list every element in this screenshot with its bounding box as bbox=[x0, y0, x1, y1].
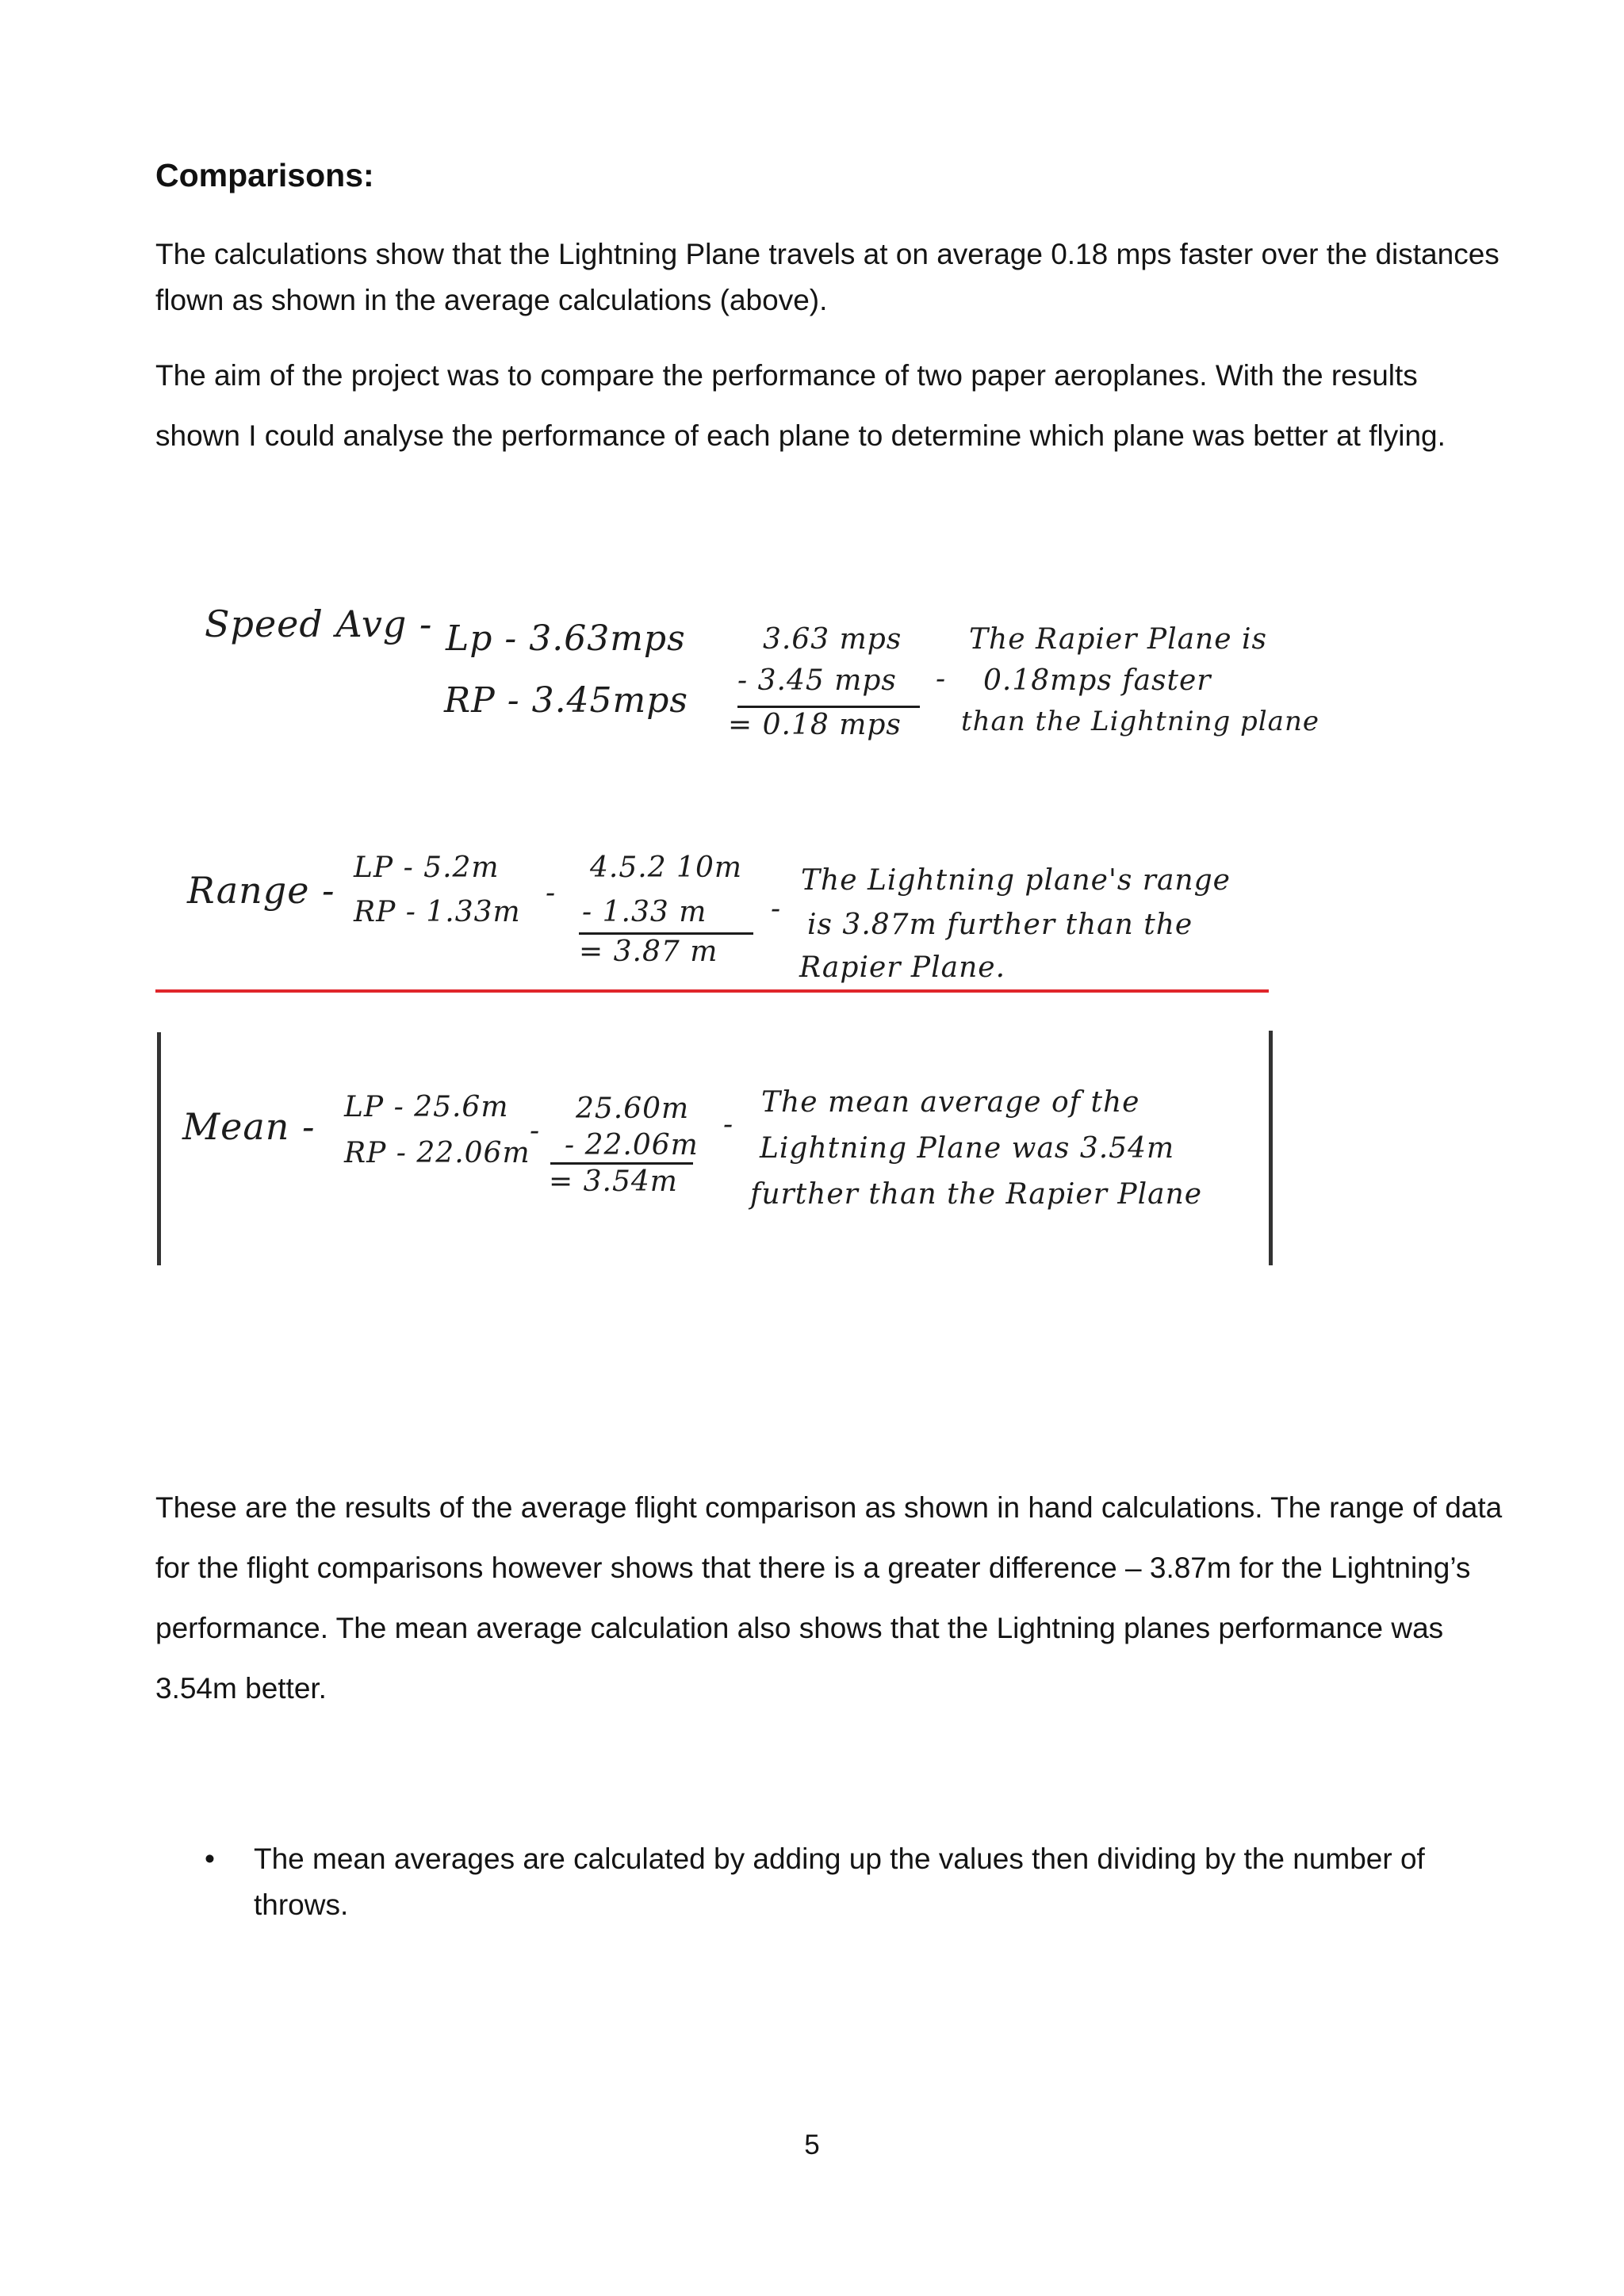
paragraph-project-aim: The aim of the project was to compare the performance of two paper aeroplanes. With the results shown I could analyse the performance of each plane to determine which plane was better at flying. bbox=[155, 359, 1446, 452]
hw-mean-calc-result: = 3.54m bbox=[549, 1165, 678, 1198]
hw-speed-note-line2: 0.18mps faster bbox=[983, 664, 1212, 697]
hw-speed-calc-minus: - 3.45 mps bbox=[737, 664, 897, 697]
section-heading: Comparisons: bbox=[155, 157, 374, 193]
hw-mean-note-line1: The mean average of the bbox=[761, 1086, 1140, 1119]
hw-speed-underline bbox=[737, 706, 920, 708]
hw-range-calc-top: 4.5.2 10m bbox=[590, 851, 742, 884]
bullet-icon: • bbox=[205, 1843, 215, 1875]
hw-range-dash: - bbox=[546, 877, 557, 909]
hw-speed-label: Speed Avg - bbox=[205, 603, 433, 645]
hw-mean-underline bbox=[550, 1162, 693, 1165]
paragraph-results-summary: These are the results of the average flight comparison as shown in hand calculations. The range of data for the flight comparisons however shows that there is a greater difference – 3.87m for the Lightning’s performance. The mean average calculation also shows that the Lightning planes performance was 3.54m better. bbox=[155, 1491, 1503, 1705]
hw-speed-rp: RP - 3.45mps bbox=[444, 680, 689, 721]
paragraph-speed-summary: The calculations show that the Lightning Plane travels at on average 0.18 mps faster over the distances flown as shown in the average calculations (above). bbox=[155, 238, 1500, 316]
hw-range-lp: LP - 5.2m bbox=[354, 851, 500, 884]
hw-speed-calc-result: = 0.18 mps bbox=[728, 709, 902, 741]
bullet-list bbox=[155, 1836, 1488, 1928]
hw-speed-lp: Lp - 3.63mps bbox=[446, 618, 686, 659]
hw-mean-label: Mean - bbox=[182, 1105, 316, 1148]
hw-speed-note-line1: The Rapier Plane is bbox=[969, 623, 1267, 656]
hw-speed-dash: - bbox=[936, 663, 947, 695]
hw-mean-lp: LP - 25.6m bbox=[344, 1091, 509, 1123]
hw-speed-calc-top: 3.63 mps bbox=[763, 623, 902, 656]
red-divider-line bbox=[155, 989, 1269, 993]
hw-range-note-line1: The Lightning plane's range bbox=[801, 864, 1231, 897]
hw-mean-dash: - bbox=[530, 1115, 541, 1147]
right-border-bar bbox=[1269, 1031, 1273, 1265]
hw-range-underline bbox=[579, 932, 753, 935]
hw-mean-note-line2: Lightning Plane was 3.54m bbox=[760, 1132, 1175, 1165]
left-border-bar bbox=[157, 1032, 161, 1265]
bullet-text: The mean averages are calculated by adding up the values then dividing by the number of throws. bbox=[254, 1843, 1425, 1921]
hw-range-rp: RP - 1.33m bbox=[354, 896, 521, 928]
hw-mean-calc-minus: - 22.06m bbox=[565, 1129, 699, 1161]
hw-mean-rp: RP - 22.06m bbox=[344, 1137, 530, 1169]
hw-range-label: Range - bbox=[187, 869, 335, 912]
bullet-item bbox=[155, 1836, 1488, 1928]
hw-range-note-line2: is 3.87m further than the bbox=[807, 909, 1193, 941]
hw-range-calc-minus: - 1.33 m bbox=[582, 896, 707, 928]
hw-range-dash2: - bbox=[771, 893, 782, 925]
hw-range-calc-result: = 3.87 m bbox=[579, 936, 718, 968]
page-number: 5 bbox=[804, 2130, 820, 2160]
hw-mean-dash2: - bbox=[723, 1108, 734, 1141]
hw-speed-note-line3: than the Lightning plane bbox=[961, 706, 1320, 737]
hw-range-note-line3: Rapier Plane. bbox=[799, 951, 1006, 984]
hw-mean-calc-top: 25.60m bbox=[576, 1093, 690, 1125]
hw-mean-note-line3: further than the Rapier Plane bbox=[750, 1178, 1203, 1211]
